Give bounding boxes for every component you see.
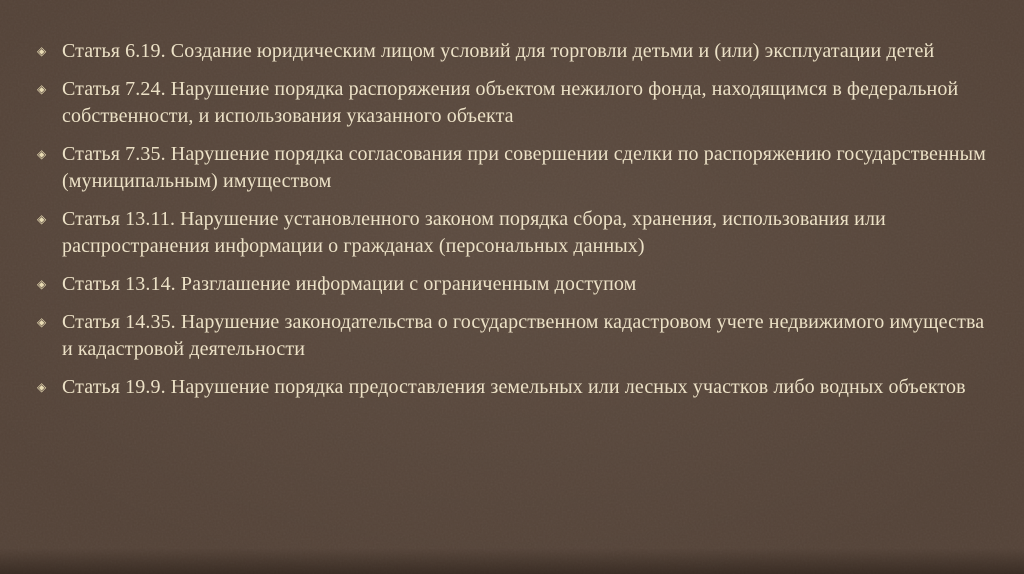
bullet-item-text: Статья 6.19. Создание юридическим лицом условий для торговли детьми и (или) эксплуатации детей	[62, 40, 935, 62]
diamond-bullet-icon: ◈	[37, 315, 47, 329]
diamond-bullet-icon: ◈	[37, 212, 47, 226]
bullet-item	[34, 374, 996, 401]
bullet-item	[34, 141, 996, 195]
diamond-bullet-icon: ◈	[37, 147, 47, 161]
bullet-item-text: Статья 14.35. Нарушение законодательства о государственном кадастровом учете недвижимого имущества и кадастровой деятельности	[62, 311, 985, 360]
diamond-bullet-icon: ◈	[37, 82, 47, 96]
bullet-item-text: Статья 7.24. Нарушение порядка распоряжения объектом нежилого фонда, находящимся в федеральной собственности, и использования указанного объекта	[62, 78, 959, 127]
bullet-item-text: Статья 13.11. Нарушение установленного законом порядка сбора, хранения, использования или распространения информации о гражданах (персональных данных)	[62, 208, 886, 257]
bullet-item	[34, 309, 996, 363]
diamond-bullet-icon: ◈	[37, 380, 47, 394]
bullet-item	[34, 38, 996, 65]
bullet-item	[34, 271, 996, 298]
bullet-item-text: Статья 13.14. Разглашение информации с ограниченным доступом	[62, 273, 637, 295]
diamond-bullet-icon: ◈	[37, 277, 47, 291]
article-list	[34, 38, 996, 401]
bullet-item-text: Статья 19.9. Нарушение порядка предоставления земельных или лесных участков либо водных объектов	[62, 376, 966, 398]
diamond-bullet-icon: ◈	[37, 44, 47, 58]
bullet-item-text: Статья 7.35. Нарушение порядка согласования при совершении сделки по распоряжению государственным (муниципальным) имуществом	[62, 143, 986, 192]
bullet-item	[34, 206, 996, 260]
bullet-item	[34, 76, 996, 130]
